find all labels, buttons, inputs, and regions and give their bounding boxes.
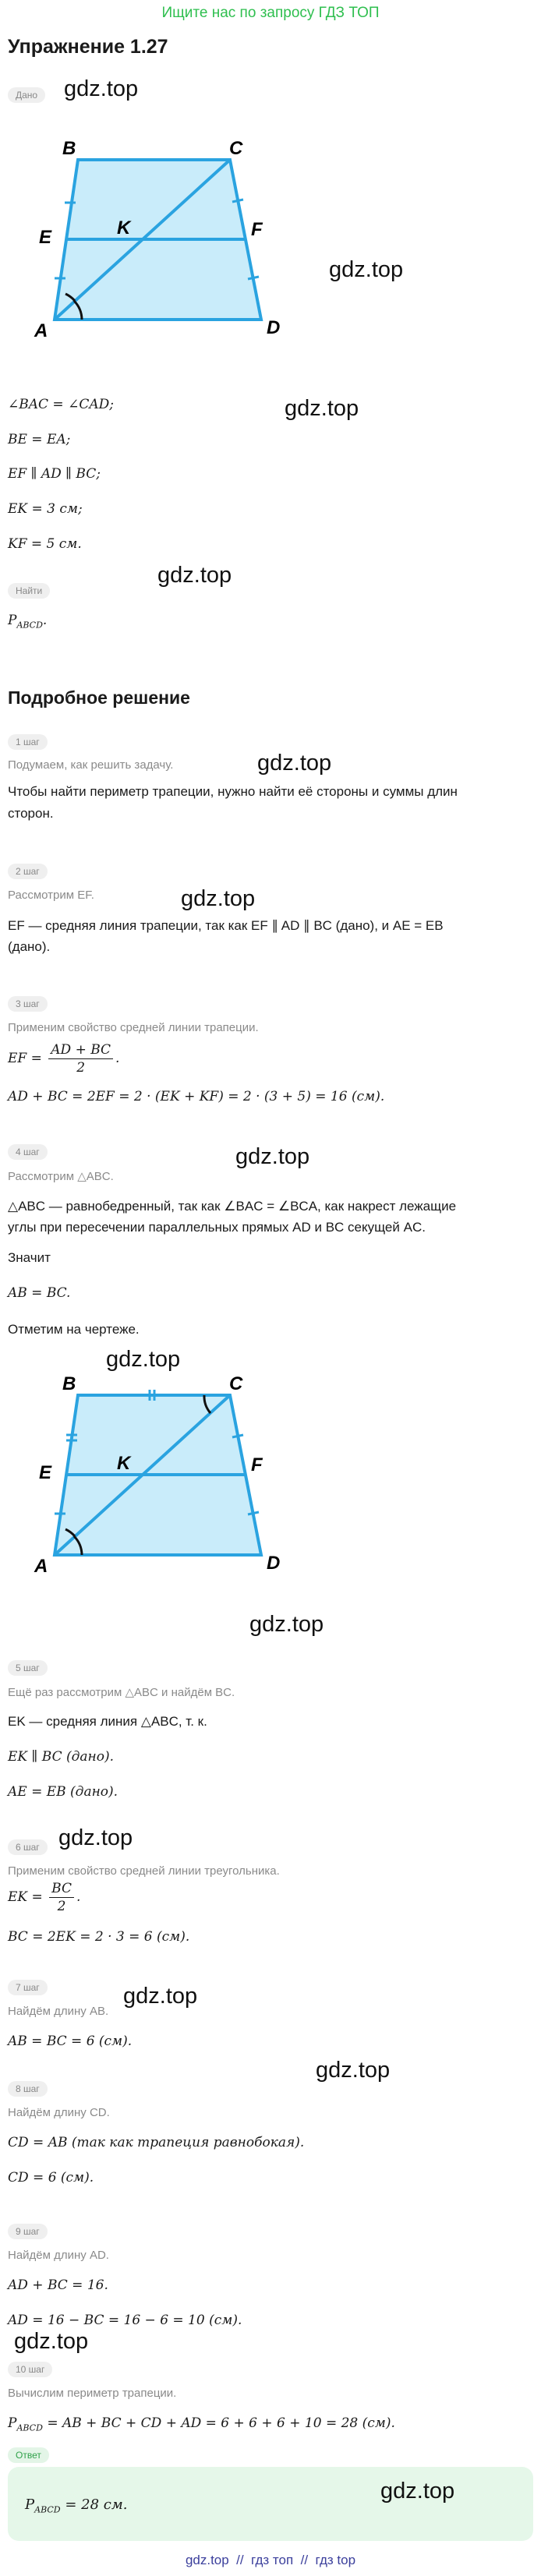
fraction-denominator: 2 [57,1899,66,1914]
watermark: gdz.top [285,396,359,421]
step-6-badge [8,1839,48,1855]
answer-value [25,2496,127,2519]
step-1-text: Чтобы найти периметр трапеции, нужно найти её стороны и суммы длин [8,784,458,799]
label-e: E [39,227,52,248]
step-4-text: углы при пересечении параллельных прямых AD и BC секущей AC. [8,1220,426,1235]
watermark: gdz.top [235,1144,310,1169]
label-c: C [229,1373,243,1394]
page-title: Упражнение 1.27 [8,36,168,58]
find-subscript: ABCD [16,620,43,631]
step-6-hint: Применим свойство средней линии треугольника. [8,1864,280,1878]
step-1-text: сторон. [8,806,54,821]
step-9-badge [8,2224,48,2239]
step-10-badge [8,2362,52,2377]
answer-text: = 28 см. [60,2496,128,2513]
formula-lhs: EF = [8,1051,42,1066]
label-d: D [267,317,281,338]
solution-title: Подробное решение [8,687,190,708]
find-tail: . [42,613,48,628]
step-4-text: AB = BC. [8,1285,71,1301]
answer-subscript: ABCD [34,2504,61,2515]
step-2-badge [8,864,48,879]
watermark: gdz.top [181,886,256,911]
step-10-hint: Вычислим периметр трапеции. [8,2387,177,2400]
watermark: gdz.top [249,1612,324,1637]
step-badge-label: 5 шаг [8,1660,48,1676]
step-badge-label: 6 шаг [8,1839,48,1855]
perimeter-expr: = AB + BC + CD + AD = 6 + 6 + 6 + 10 = 28 (см). [42,2415,395,2431]
step-9-text: AD + BC = 16. [8,2277,108,2293]
watermark: gdz.top [380,2479,455,2504]
given-badge [8,87,45,103]
step-4-text: Значит [8,1250,51,1265]
step-4-badge [8,1144,48,1160]
step-badge-label: 2 шаг [8,864,48,879]
step-badge-label: 9 шаг [8,2224,48,2239]
step-7-text: AB = BC = 6 (см). [8,2034,133,2049]
step-badge-label: 3 шаг [8,996,48,1012]
label-f: F [251,219,263,240]
step-4-text: △ABC — равнобедренный, так как ∠BAC = ∠BCA, как накрест лежащие [8,1199,457,1214]
step-3-text: AD + BC = 2EF = 2 · (EK + KF) = 2 · (3 + 5) = 16 (см). [8,1089,385,1104]
step-1-badge [8,734,48,750]
watermark: gdz.top [316,2058,391,2083]
given-line: ∠BAC = ∠CAD; [8,397,114,412]
step-badge-label: 7 шаг [8,1980,48,1995]
given-line: KF = 5 см. [8,536,82,552]
step-7-badge [8,1980,48,1995]
step-8-hint: Найдём длину CD. [8,2106,110,2119]
step-3-hint: Применим свойство средней линии трапеции. [8,1021,259,1034]
find-badge [8,583,50,599]
given-line: EK = 3 см; [8,501,83,517]
watermark: gdz.top [14,2329,89,2354]
perimeter-subscript: ABCD [16,2422,43,2433]
label-d: D [267,1553,281,1574]
fraction [48,1041,113,1076]
step-badge-label: 10 шаг [8,2362,52,2377]
watermark: gdz.top [157,563,232,588]
watermark: gdz.top [329,257,404,282]
step-badge-label: 4 шаг [8,1144,48,1160]
label-c: C [229,138,243,159]
fraction-denominator: 2 [76,1060,86,1076]
step-8-text: CD = AB (так как трапеция равнобокая). [8,2135,305,2150]
watermark: gdz.top [257,751,332,776]
step-5-hint: Ещё раз рассмотрим △ABC и найдём BC. [8,1686,235,1699]
step-8-text: CD = 6 (см). [8,2170,94,2186]
answer-badge [8,2447,49,2463]
trapezoid-diagram-1 [23,125,288,343]
step-5-text: EK — средняя линия △ABC, т. к. [8,1714,207,1729]
step-9-hint: Найдём длину AD. [8,2249,109,2262]
label-f: F [251,1454,263,1475]
step-1-hint: Подумаем, как решить задачу. [8,758,174,772]
step-6-text: BC = 2EK = 2 · 3 = 6 (см). [8,1929,190,1945]
answer-p: P [25,2496,35,2513]
step-5-badge [8,1660,48,1676]
label-a: A [34,1556,48,1577]
step-10-text [8,2415,395,2436]
step-5-text: AE = EB (дано). [8,1784,118,1800]
step-2-hint: Рассмотрим EF. [8,889,94,902]
label-k: K [117,1453,131,1474]
fraction-numerator: AD + BC [48,1041,113,1059]
label-k: K [117,217,131,239]
step-badge-label: 8 шаг [8,2081,48,2097]
top-banner[interactable]: Ищите нас по запросу ГДЗ ТОП [161,5,380,21]
step-6-formula [8,1880,80,1915]
find-p: P [8,613,17,628]
watermark: gdz.top [123,1984,198,2009]
label-a: A [34,320,48,341]
answer-badge-label: Ответ [8,2447,49,2463]
watermark: gdz.top [58,1825,133,1850]
step-badge-label: 1 шаг [8,734,48,750]
given-line: BE = EA; [8,432,71,447]
fraction [49,1880,74,1915]
step-4-hint: Рассмотрим △ABC. [8,1170,114,1183]
step-2-text: EF — средняя линия трапеции, так как EF ∥ AD ∥ BC (дано), и AE = EB [8,918,444,933]
step-9-text: AD = 16 − BC = 16 − 6 = 10 (см). [8,2313,242,2328]
find-badge-label: Найти [8,583,50,599]
watermark: gdz.top [64,76,139,101]
formula-tail: . [76,1889,81,1905]
formula-lhs: EK = [8,1889,43,1905]
trapezoid-diagram-2 [23,1360,288,1578]
step-5-text: EK ∥ BC (дано). [8,1749,114,1765]
find-value [8,612,47,634]
footer-links[interactable]: gdz.top // гдз топ // гдз top [185,2553,356,2567]
given-line: EF ∥ AD ∥ BC; [8,466,101,482]
watermark: gdz.top [106,1347,181,1372]
step-7-hint: Найдём длину AB. [8,2005,109,2018]
given-badge-label: Дано [8,87,45,103]
label-b: B [62,138,76,159]
perimeter-p: P [8,2415,17,2431]
step-3-formula [8,1041,119,1076]
step-3-badge [8,996,48,1012]
step-8-badge [8,2081,48,2097]
label-e: E [39,1462,52,1483]
fraction-numerator: BC [49,1880,74,1898]
formula-tail: . [115,1051,120,1066]
step-2-text: (дано). [8,939,51,954]
label-b: B [62,1373,76,1394]
step-4-text: Отметим на чертеже. [8,1322,140,1337]
